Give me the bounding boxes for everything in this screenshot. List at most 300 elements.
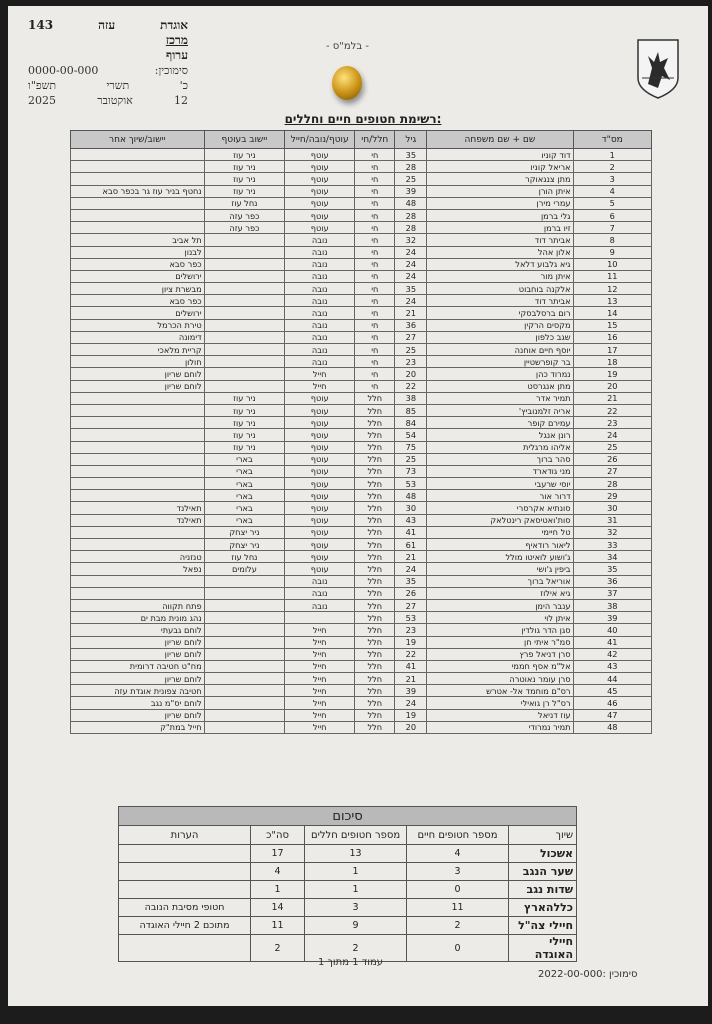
table-cell: 35 [395, 283, 427, 295]
summary-cell: אשכול [509, 845, 577, 863]
table-cell: חייל [285, 636, 355, 648]
table-cell: נובה [285, 356, 355, 368]
table-cell: ניר עוז [204, 417, 285, 429]
table-cell: חלל [355, 453, 395, 465]
table-cell: נובה [285, 575, 355, 587]
table-cell: חייל [285, 721, 355, 733]
summary-cell: 14 [251, 899, 305, 917]
table-cell [71, 539, 205, 551]
header-ref-value: 0000-00-000 [28, 64, 99, 77]
table-cell: חי [355, 295, 395, 307]
table-cell [204, 295, 285, 307]
table-cell: 23 [395, 624, 427, 636]
greg-month: אוקטובר [97, 94, 133, 107]
table-cell: נובה [285, 307, 355, 319]
table-cell: חלל [355, 478, 395, 490]
table-cell: ניר עוז [204, 161, 285, 173]
summary-row [119, 917, 577, 935]
table-cell: 29 [573, 490, 651, 502]
summary-cell: 1 [251, 881, 305, 899]
table-cell: חייל במת"ק [71, 721, 205, 733]
table-cell: 24 [395, 697, 427, 709]
table-cell: 24 [573, 429, 651, 441]
table-cell: כפר סבא [71, 258, 205, 270]
table-cell [204, 648, 285, 660]
table-cell: עוטף [285, 539, 355, 551]
table-cell [204, 660, 285, 672]
table-row [71, 697, 652, 709]
table-cell: רס"ם מוחמד אל- אטרש [427, 685, 573, 697]
table-cell: לבנון [71, 246, 205, 258]
header-ref-label: סימוכין: [154, 64, 188, 77]
column-header: חלל/חי [355, 131, 395, 149]
table-cell: 39 [395, 185, 427, 197]
table-cell [204, 331, 285, 343]
table-cell: נובה [285, 258, 355, 270]
summary-cell: חטופי מסיבת הנובה [119, 899, 251, 917]
table-cell: אלון אהל [427, 246, 573, 258]
table-cell: 18 [573, 356, 651, 368]
table-cell: 20 [395, 721, 427, 733]
table-cell [204, 575, 285, 587]
table-cell: 8 [573, 234, 651, 246]
table-cell: חלל [355, 429, 395, 441]
summary-row [119, 863, 577, 881]
classification-label: - בלמ"ס - [326, 41, 369, 52]
table-cell [71, 197, 205, 209]
table-cell: 32 [395, 234, 427, 246]
table-cell: ניר יצחק [204, 539, 285, 551]
table-cell: חלל [355, 660, 395, 672]
table-cell: 43 [573, 660, 651, 672]
table-cell [71, 526, 205, 538]
table-cell: 14 [573, 307, 651, 319]
table-cell: 21 [573, 392, 651, 404]
summary-cell: 17 [251, 845, 305, 863]
table-cell: עוטף [285, 222, 355, 234]
table-row [71, 441, 652, 453]
table-cell: עוז דניאל [427, 709, 573, 721]
summary-cell: 1 [305, 881, 407, 899]
table-cell: עלומים [204, 563, 285, 575]
table-cell: חלל [355, 636, 395, 648]
table-cell: עוטף [285, 490, 355, 502]
table-cell [204, 709, 285, 721]
table-cell: 30 [573, 502, 651, 514]
table-cell: חייל [285, 660, 355, 672]
summary-row [119, 899, 577, 917]
table-row [71, 575, 652, 587]
table-cell: 73 [395, 465, 427, 477]
table-cell: דימונה [71, 331, 205, 343]
summary-table [118, 806, 577, 962]
table-cell: 24 [395, 258, 427, 270]
table-row [71, 673, 652, 685]
table-cell: עוטף [285, 526, 355, 538]
table-header-row [71, 131, 652, 149]
table-cell: עוטף [285, 417, 355, 429]
table-cell: אוריאל ברוך [427, 575, 573, 587]
table-cell: חייל [285, 648, 355, 660]
table-cell: 5 [573, 197, 651, 209]
header-org: אוגדת [160, 18, 188, 32]
table-cell: אריה זלמנוביץ' [427, 404, 573, 416]
table-cell: רום ברסלבסקי [427, 307, 573, 319]
table-cell: 75 [395, 441, 427, 453]
table-cell: חלל [355, 685, 395, 697]
table-row [71, 283, 652, 295]
column-header: גיל [395, 131, 427, 149]
table-cell: לוחם יס"מ נגב [71, 697, 205, 709]
table-row [71, 246, 652, 258]
table-cell: נובה [285, 234, 355, 246]
header-hebrew-date [28, 78, 188, 93]
table-cell: 28 [573, 478, 651, 490]
summary-row [119, 845, 577, 863]
table-cell: איתן הורן [427, 185, 573, 197]
table-cell: 16 [573, 331, 651, 343]
table-cell: 1 [573, 149, 651, 161]
table-row [71, 161, 652, 173]
table-cell: תאילנד [71, 502, 205, 514]
table-cell: 61 [395, 539, 427, 551]
table-cell: חי [355, 222, 395, 234]
document-page [8, 6, 708, 1006]
page-number: עמוד 1 מתוך 1 [318, 957, 383, 968]
table-cell [204, 685, 285, 697]
table-cell [204, 673, 285, 685]
table-cell: טנזניה [71, 551, 205, 563]
table-cell: חי [355, 246, 395, 258]
table-cell: 36 [573, 575, 651, 587]
table-cell: נחטף בניר עוז גר בכפר סבא [71, 185, 205, 197]
table-cell: איתן מור [427, 270, 573, 282]
table-cell: 23 [573, 417, 651, 429]
table-cell: 38 [573, 599, 651, 611]
table-cell: 25 [395, 453, 427, 465]
table-cell [204, 356, 285, 368]
hebrew-month: תשרי [106, 79, 130, 92]
summary-column-header: מספר חטופים חיים [407, 826, 509, 845]
table-cell [204, 599, 285, 611]
table-cell [204, 697, 285, 709]
table-cell: 38 [395, 392, 427, 404]
table-cell: סגן הדר גולדין [427, 624, 573, 636]
summary-cell: 4 [251, 863, 305, 881]
table-cell: 36 [395, 319, 427, 331]
table-cell [71, 417, 205, 429]
table-cell: תל אביב [71, 234, 205, 246]
table-cell [71, 453, 205, 465]
table-cell: תמיר אדר [427, 392, 573, 404]
table-cell: נפאל [71, 563, 205, 575]
table-cell: 26 [395, 587, 427, 599]
table-cell [204, 624, 285, 636]
hebrew-day: כ' [179, 79, 188, 92]
table-cell [204, 246, 285, 258]
table-cell: 9 [573, 246, 651, 258]
table-cell: 39 [573, 612, 651, 624]
hostages-table [70, 130, 652, 734]
summary-cell: שער הנגב [509, 863, 577, 881]
table-cell: חלל [355, 490, 395, 502]
table-cell: זיו ברמן [427, 222, 573, 234]
table-cell: חי [355, 368, 395, 380]
table-cell: חולון [71, 356, 205, 368]
table-row [71, 563, 652, 575]
table-cell: 19 [573, 368, 651, 380]
table-cell: 4 [573, 185, 651, 197]
table-cell: חי [355, 319, 395, 331]
table-row [71, 624, 652, 636]
table-cell: חי [355, 197, 395, 209]
summary-column-header: הערות [119, 826, 251, 845]
summary-cell: 2 [407, 917, 509, 935]
hebrew-year: תשפ"ו [28, 79, 57, 92]
table-cell: חי [355, 380, 395, 392]
table-cell [71, 209, 205, 221]
summary-cell: מתוכם 2 חיילי האוגדה [119, 917, 251, 935]
table-cell: 54 [395, 429, 427, 441]
table-cell: תמיר נמרודי [427, 721, 573, 733]
table-cell: נחל עוז [204, 551, 285, 563]
table-cell: חלל [355, 587, 395, 599]
table-cell [71, 404, 205, 416]
table-cell: קריית מלאכי [71, 344, 205, 356]
header-org-name: עזה [98, 18, 116, 32]
table-cell: חי [355, 356, 395, 368]
table-cell: נובה [285, 587, 355, 599]
summary-cell: 4 [407, 845, 509, 863]
table-cell: 28 [395, 222, 427, 234]
table-row [71, 222, 652, 234]
table-cell [204, 380, 285, 392]
table-cell: 21 [395, 307, 427, 319]
table-cell: לוחם שריון [71, 380, 205, 392]
table-cell: ניר עוז [204, 185, 285, 197]
table-cell: ענבר הימן [427, 599, 573, 611]
table-row [71, 307, 652, 319]
page-title: רשימת חטופים חיים וחללים: [284, 112, 442, 126]
table-cell: 35 [395, 575, 427, 587]
summary-cell [119, 881, 251, 899]
table-row [71, 295, 652, 307]
table-cell: ניר יצחק [204, 526, 285, 538]
table-cell: חי [355, 149, 395, 161]
table-cell: 19 [395, 709, 427, 721]
table-row [71, 319, 652, 331]
table-cell: חי [355, 173, 395, 185]
table-cell: מבשרת ציון [71, 283, 205, 295]
table-cell: חלל [355, 417, 395, 429]
table-cell: 27 [395, 599, 427, 611]
summary-cell: 0 [407, 881, 509, 899]
table-cell: 46 [573, 697, 651, 709]
table-cell: בארי [204, 502, 285, 514]
table-cell: ניר עוז [204, 404, 285, 416]
table-cell: 41 [573, 636, 651, 648]
table-cell: עוטף [285, 478, 355, 490]
table-cell [71, 149, 205, 161]
table-row [71, 636, 652, 648]
table-cell [204, 721, 285, 733]
table-row [71, 331, 652, 343]
column-header: יישוב/שיוך אחר [71, 131, 205, 149]
table-cell [204, 368, 285, 380]
table-cell: 24 [395, 270, 427, 282]
column-header: יישוב בעוטף [204, 131, 285, 149]
table-cell: חלל [355, 697, 395, 709]
table-cell: חי [355, 209, 395, 221]
column-header: עוטף/נובה/חייל [285, 131, 355, 149]
table-cell: עוטף [285, 149, 355, 161]
table-cell: לוחם שריון [71, 709, 205, 721]
table-cell: עוטף [285, 161, 355, 173]
table-cell: אביתר דוד [427, 234, 573, 246]
table-row [71, 368, 652, 380]
column-header: מס"ד [573, 131, 651, 149]
table-row [71, 648, 652, 660]
table-cell: חלל [355, 526, 395, 538]
summary-cell: כללהארץ [509, 899, 577, 917]
table-row [71, 173, 652, 185]
table-cell: דוד קוניו [427, 149, 573, 161]
table-cell: אל"מ אסף חממי [427, 660, 573, 672]
table-cell: שגב כלפון [427, 331, 573, 343]
table-cell [71, 465, 205, 477]
table-cell: מתן צנגאוקר [427, 173, 573, 185]
table-cell [204, 319, 285, 331]
table-cell: אריאל קוניו [427, 161, 573, 173]
table-row [71, 514, 652, 526]
table-row [71, 197, 652, 209]
table-row [71, 404, 652, 416]
table-cell: חלל [355, 502, 395, 514]
table-cell: 10 [573, 258, 651, 270]
summary-cell: חיילי האוגדה [509, 935, 577, 962]
table-cell: רס"ל רן גואילי [427, 697, 573, 709]
table-cell: דרור אור [427, 490, 573, 502]
summary-header-row [119, 826, 577, 845]
table-cell: 43 [395, 514, 427, 526]
table-cell: עוטף [285, 209, 355, 221]
table-cell: חי [355, 307, 395, 319]
summary-cell: 13 [305, 845, 407, 863]
table-cell: עוטף [285, 392, 355, 404]
table-cell: 25 [573, 441, 651, 453]
table-cell: 20 [395, 368, 427, 380]
table-row [71, 270, 652, 282]
table-cell: עוטף [285, 453, 355, 465]
table-cell: חלל [355, 441, 395, 453]
table-cell: חייל [285, 709, 355, 721]
table-cell: 21 [395, 673, 427, 685]
summary-column-header: שיוך [509, 826, 577, 845]
table-cell: חלל [355, 624, 395, 636]
table-cell: 40 [573, 624, 651, 636]
table-row [71, 660, 652, 672]
table-cell: עוטף [285, 563, 355, 575]
table-cell: 35 [395, 149, 427, 161]
table-cell: ירושלים [71, 270, 205, 282]
table-cell: יוסף חיים אוחנה [427, 344, 573, 356]
table-cell: 24 [395, 563, 427, 575]
table-cell: 17 [573, 344, 651, 356]
table-cell: בארי [204, 453, 285, 465]
table-cell: עוטף [285, 185, 355, 197]
table-cell: עוטף [285, 404, 355, 416]
table-cell: עוטף [285, 551, 355, 563]
table-cell: לוחם שריון [71, 673, 205, 685]
table-cell: 85 [395, 404, 427, 416]
table-row [71, 344, 652, 356]
table-cell: חלל [355, 599, 395, 611]
table-cell: בר קופרשטיין [427, 356, 573, 368]
header-line3 [28, 48, 188, 63]
table-row [71, 685, 652, 697]
table-cell: חי [355, 331, 395, 343]
header-org-number: 143 [28, 18, 54, 32]
table-cell: נהג מונית מבת ים [71, 612, 205, 624]
table-row [71, 490, 652, 502]
table-row [71, 429, 652, 441]
table-cell: כפר סבא [71, 295, 205, 307]
table-cell: 41 [395, 660, 427, 672]
table-cell: לוחם שריון [71, 648, 205, 660]
table-cell: עוטף [285, 197, 355, 209]
table-cell: עוטף [285, 514, 355, 526]
table-cell: איתן לוי [427, 612, 573, 624]
table-cell: עוטף [285, 465, 355, 477]
table-cell: 44 [573, 673, 651, 685]
table-cell: סות'ואטיסאק רינטלאק [427, 514, 573, 526]
table-cell: חטיבה צפונית אוגדת עזה [71, 685, 205, 697]
table-cell: נובה [285, 283, 355, 295]
table-cell: 30 [395, 502, 427, 514]
table-cell: 6 [573, 209, 651, 221]
table-cell: נובה [285, 344, 355, 356]
table-cell [71, 173, 205, 185]
table-cell: חלל [355, 673, 395, 685]
table-cell: 41 [395, 526, 427, 538]
table-cell: 31 [573, 514, 651, 526]
table-cell: מח"ט חטיבה דרומית [71, 660, 205, 672]
table-cell: סרן דניאל פרץ [427, 648, 573, 660]
table-cell: גיא אילוז [427, 587, 573, 599]
table-cell: נמרוד כהן [427, 368, 573, 380]
table-row [71, 478, 652, 490]
summary-column-header: סה"כ [251, 826, 305, 845]
table-cell: גלי ברמן [427, 209, 573, 221]
table-cell: חייל [285, 673, 355, 685]
table-row [71, 526, 652, 538]
table-cell [71, 222, 205, 234]
table-row [71, 149, 652, 161]
header-block [28, 18, 188, 108]
table-cell: 25 [395, 344, 427, 356]
table-cell: 23 [395, 356, 427, 368]
table-row [71, 721, 652, 733]
summary-cell: 2 [251, 935, 305, 962]
table-cell: בארי [204, 514, 285, 526]
table-cell: בארי [204, 490, 285, 502]
table-row [71, 258, 652, 270]
table-cell: 39 [395, 685, 427, 697]
table-cell: מקסים הרקין [427, 319, 573, 331]
table-row [71, 356, 652, 368]
table-cell: 28 [395, 161, 427, 173]
table-cell: עוטף [285, 502, 355, 514]
